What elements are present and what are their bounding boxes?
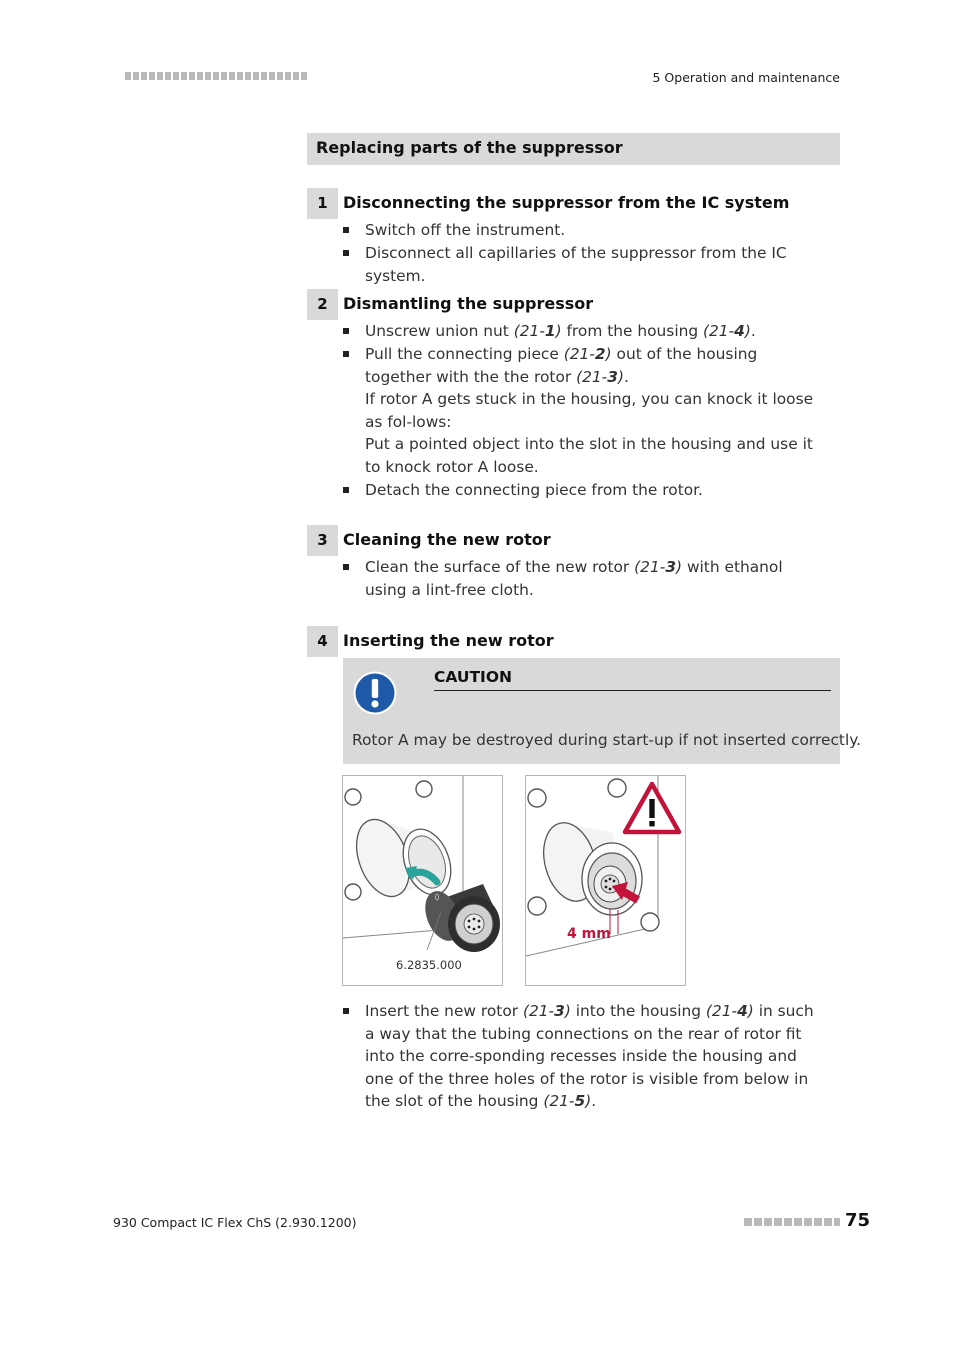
step-number: 4 (307, 626, 338, 657)
step-number: 2 (307, 289, 338, 320)
list-item-note: If rotor A gets stuck in the housing, you can knock it loose as fol-lows: (365, 390, 814, 431)
step-1-list (343, 219, 818, 288)
step-title: Inserting the new rotor (343, 631, 554, 650)
figure-rotor-insertion (342, 775, 503, 986)
step-4-list (343, 1000, 818, 1113)
step-title: Disconnecting the suppressor from the IC system (343, 193, 790, 212)
step-number: 3 (307, 525, 338, 556)
step-title: Dismantling the suppressor (343, 294, 594, 313)
text: Unscrew union nut (365, 322, 514, 340)
step-title: Cleaning the new rotor (343, 530, 551, 549)
figure-reference: (21-4) (703, 322, 751, 340)
section-title: Replacing parts of the suppressor (316, 138, 623, 157)
list-item: Switch off the instrument. (343, 219, 818, 242)
footer-decoration (744, 1218, 840, 1226)
list-item: Pull the connecting piece (21-2) out of the housing together with the the rotor (21-3). If rotor A gets stuck in the housing, you can knock it loose as fol-lows: Put a pointed object into the slot in the housing and use it to knock rotor A loose. (343, 343, 818, 478)
figure-reference: (21-5) (543, 1092, 592, 1110)
caution-text: Rotor A may be destroyed during start-up if not inserted correctly. (352, 731, 862, 749)
figure-rotor-slot (525, 775, 686, 986)
caution-title: CAUTION (434, 668, 512, 686)
list-item: Unscrew union nut (21-1) from the housing (21-4). (343, 320, 818, 343)
caution-divider (434, 690, 831, 691)
step-3-list (343, 556, 818, 602)
header-decoration (125, 72, 307, 80)
figure-reference: (21-3) (576, 367, 624, 386)
page-number: 75 (845, 1210, 871, 1231)
list-item: Disconnect all capillaries of the suppressor from the IC system. (343, 242, 818, 287)
warning-triangle-icon (622, 781, 682, 835)
figure-reference: (21-4) (705, 1002, 754, 1020)
step-number: 1 (307, 188, 338, 219)
step-2-list (343, 320, 818, 502)
chapter-header: 5 Operation and maintenance (652, 70, 840, 85)
figure-reference: (21-3) (634, 558, 683, 576)
list-item: Insert the new rotor (21-3) into the housing (21-4) in such a way that the tubing connections on the rear of rotor fit into the corre-sponding recesses inside the housing and one of the three holes of the rotor is visible from below in the slot of the housing (21-5). (343, 1000, 818, 1113)
part-number-label: 6.2835.000 (396, 958, 462, 972)
figure-reference: (21-1) (513, 322, 562, 340)
list-item: Clean the surface of the new rotor (21-3) with ethanol using a lint-free cloth. (343, 556, 818, 601)
list-item-note: Put a pointed object into the slot in the housing and use it to knock rotor A loose. (365, 435, 813, 476)
exclamation-circle-icon (352, 670, 398, 716)
rotor-insertion-illustration (343, 776, 502, 985)
list-item: Detach the connecting piece from the rotor. (343, 479, 818, 502)
dimension-label: 4 mm (567, 926, 611, 942)
figure-reference: (21-3) (522, 1002, 571, 1020)
figure-reference: (21-2) (563, 345, 612, 363)
footer-product: 930 Compact IC Flex ChS (2.930.1200) (113, 1215, 357, 1230)
